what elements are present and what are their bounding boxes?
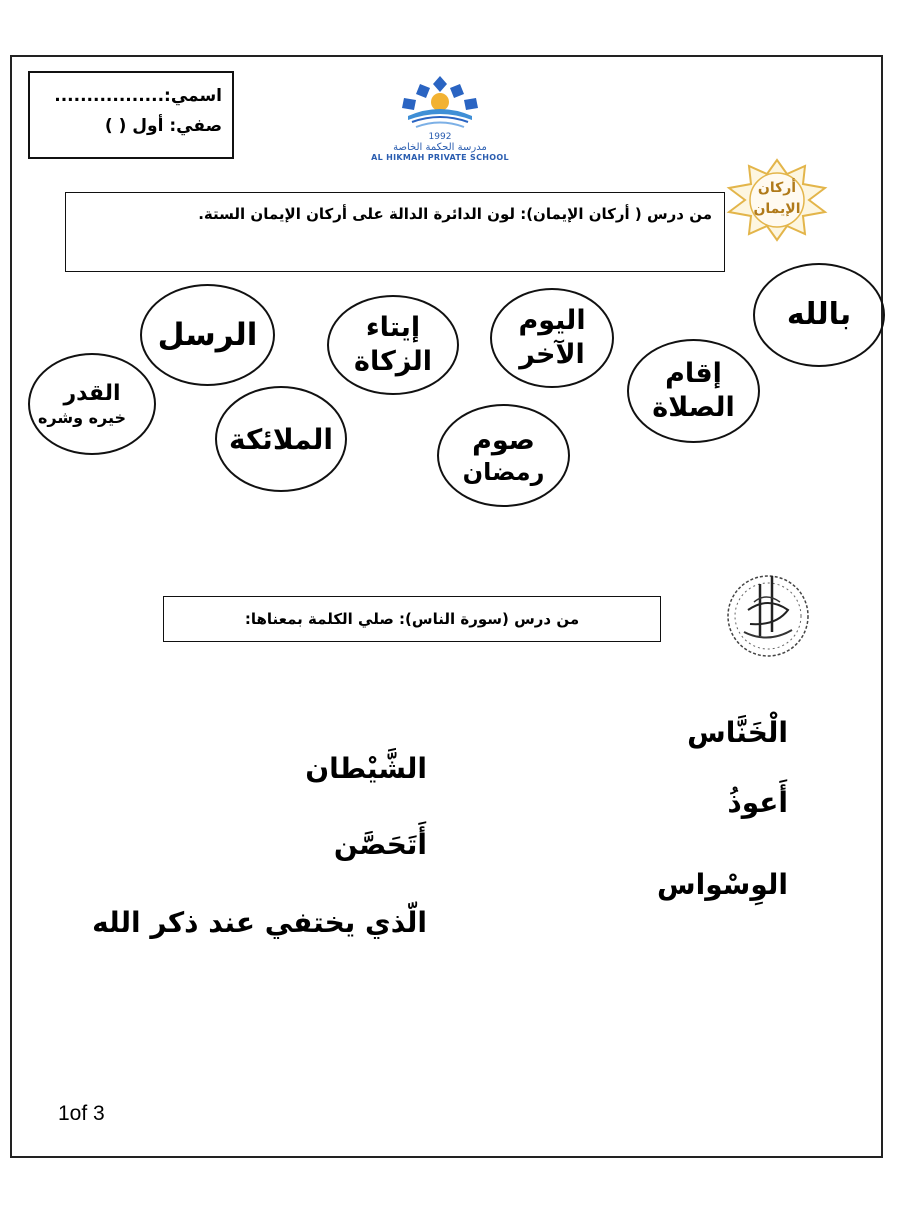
circle-last-day[interactable] <box>490 288 614 388</box>
meaning-left-item: أَتَحَصَّن <box>333 828 427 861</box>
circle-text: رمضان <box>462 458 545 487</box>
circle-prayer[interactable] <box>627 339 760 443</box>
circle-text: الآخر <box>519 339 585 370</box>
page-number: 1of 3 <box>58 1102 105 1125</box>
school-emblem-icon <box>390 72 490 132</box>
logo-school-name-en: AL HIKMAH PRIVATE SCHOOL <box>371 153 509 162</box>
logo-school-name-ar: مدرسة الحكمة الخاصة <box>393 142 487 153</box>
instruction-box-faith: من درس ( أركان الإيمان): لون الدائرة الدالة على أركان الإيمان الستة. <box>65 192 725 272</box>
calligraphy-emblem <box>720 566 816 662</box>
circle-billah[interactable] <box>753 263 885 367</box>
circle-zakat[interactable] <box>327 295 459 395</box>
circle-text: اليوم <box>518 305 586 337</box>
pillars-badge <box>725 158 829 242</box>
calligraphy-icon <box>720 566 816 662</box>
class-line: صفي: أول ( ) <box>104 116 222 136</box>
circle-text: إيتاء <box>365 312 421 344</box>
circle-text: الرسل <box>157 316 258 353</box>
circle-text: القدر <box>63 381 121 407</box>
name-line: اسمي:................. <box>54 86 222 106</box>
circle-text: صوم <box>472 424 535 456</box>
circle-text: الملائكة <box>229 422 333 456</box>
meaning-left-item: الشَّيْطان <box>305 752 427 785</box>
circle-text: بالله <box>786 297 852 333</box>
word-right-item: أَعوذُ <box>727 786 788 819</box>
badge-line2: الإيمان <box>753 201 801 217</box>
circle-fasting[interactable] <box>437 404 570 507</box>
circle-predestination[interactable] <box>28 353 156 455</box>
circle-text: خيره وشره <box>37 407 127 427</box>
circle-text: الزكاة <box>354 346 432 377</box>
circle-messengers[interactable] <box>140 284 275 386</box>
school-logo <box>355 72 525 168</box>
circle-angels[interactable] <box>215 386 347 492</box>
student-info-box <box>28 71 234 159</box>
badge-line1: أركان <box>757 180 797 196</box>
meaning-left-item: الّذي يختفي عند ذكر الله <box>92 906 427 939</box>
circle-text: الصلاة <box>652 392 735 423</box>
word-right-item: الوِسْواس <box>657 868 788 901</box>
circle-text: إقام <box>665 358 722 390</box>
word-right-item: الْخَنَّاس <box>687 716 788 749</box>
instruction-box-surah: من درس (سورة الناس): صلي الكلمة بمعناها: <box>163 596 661 642</box>
logo-year: 1992 <box>428 132 452 142</box>
